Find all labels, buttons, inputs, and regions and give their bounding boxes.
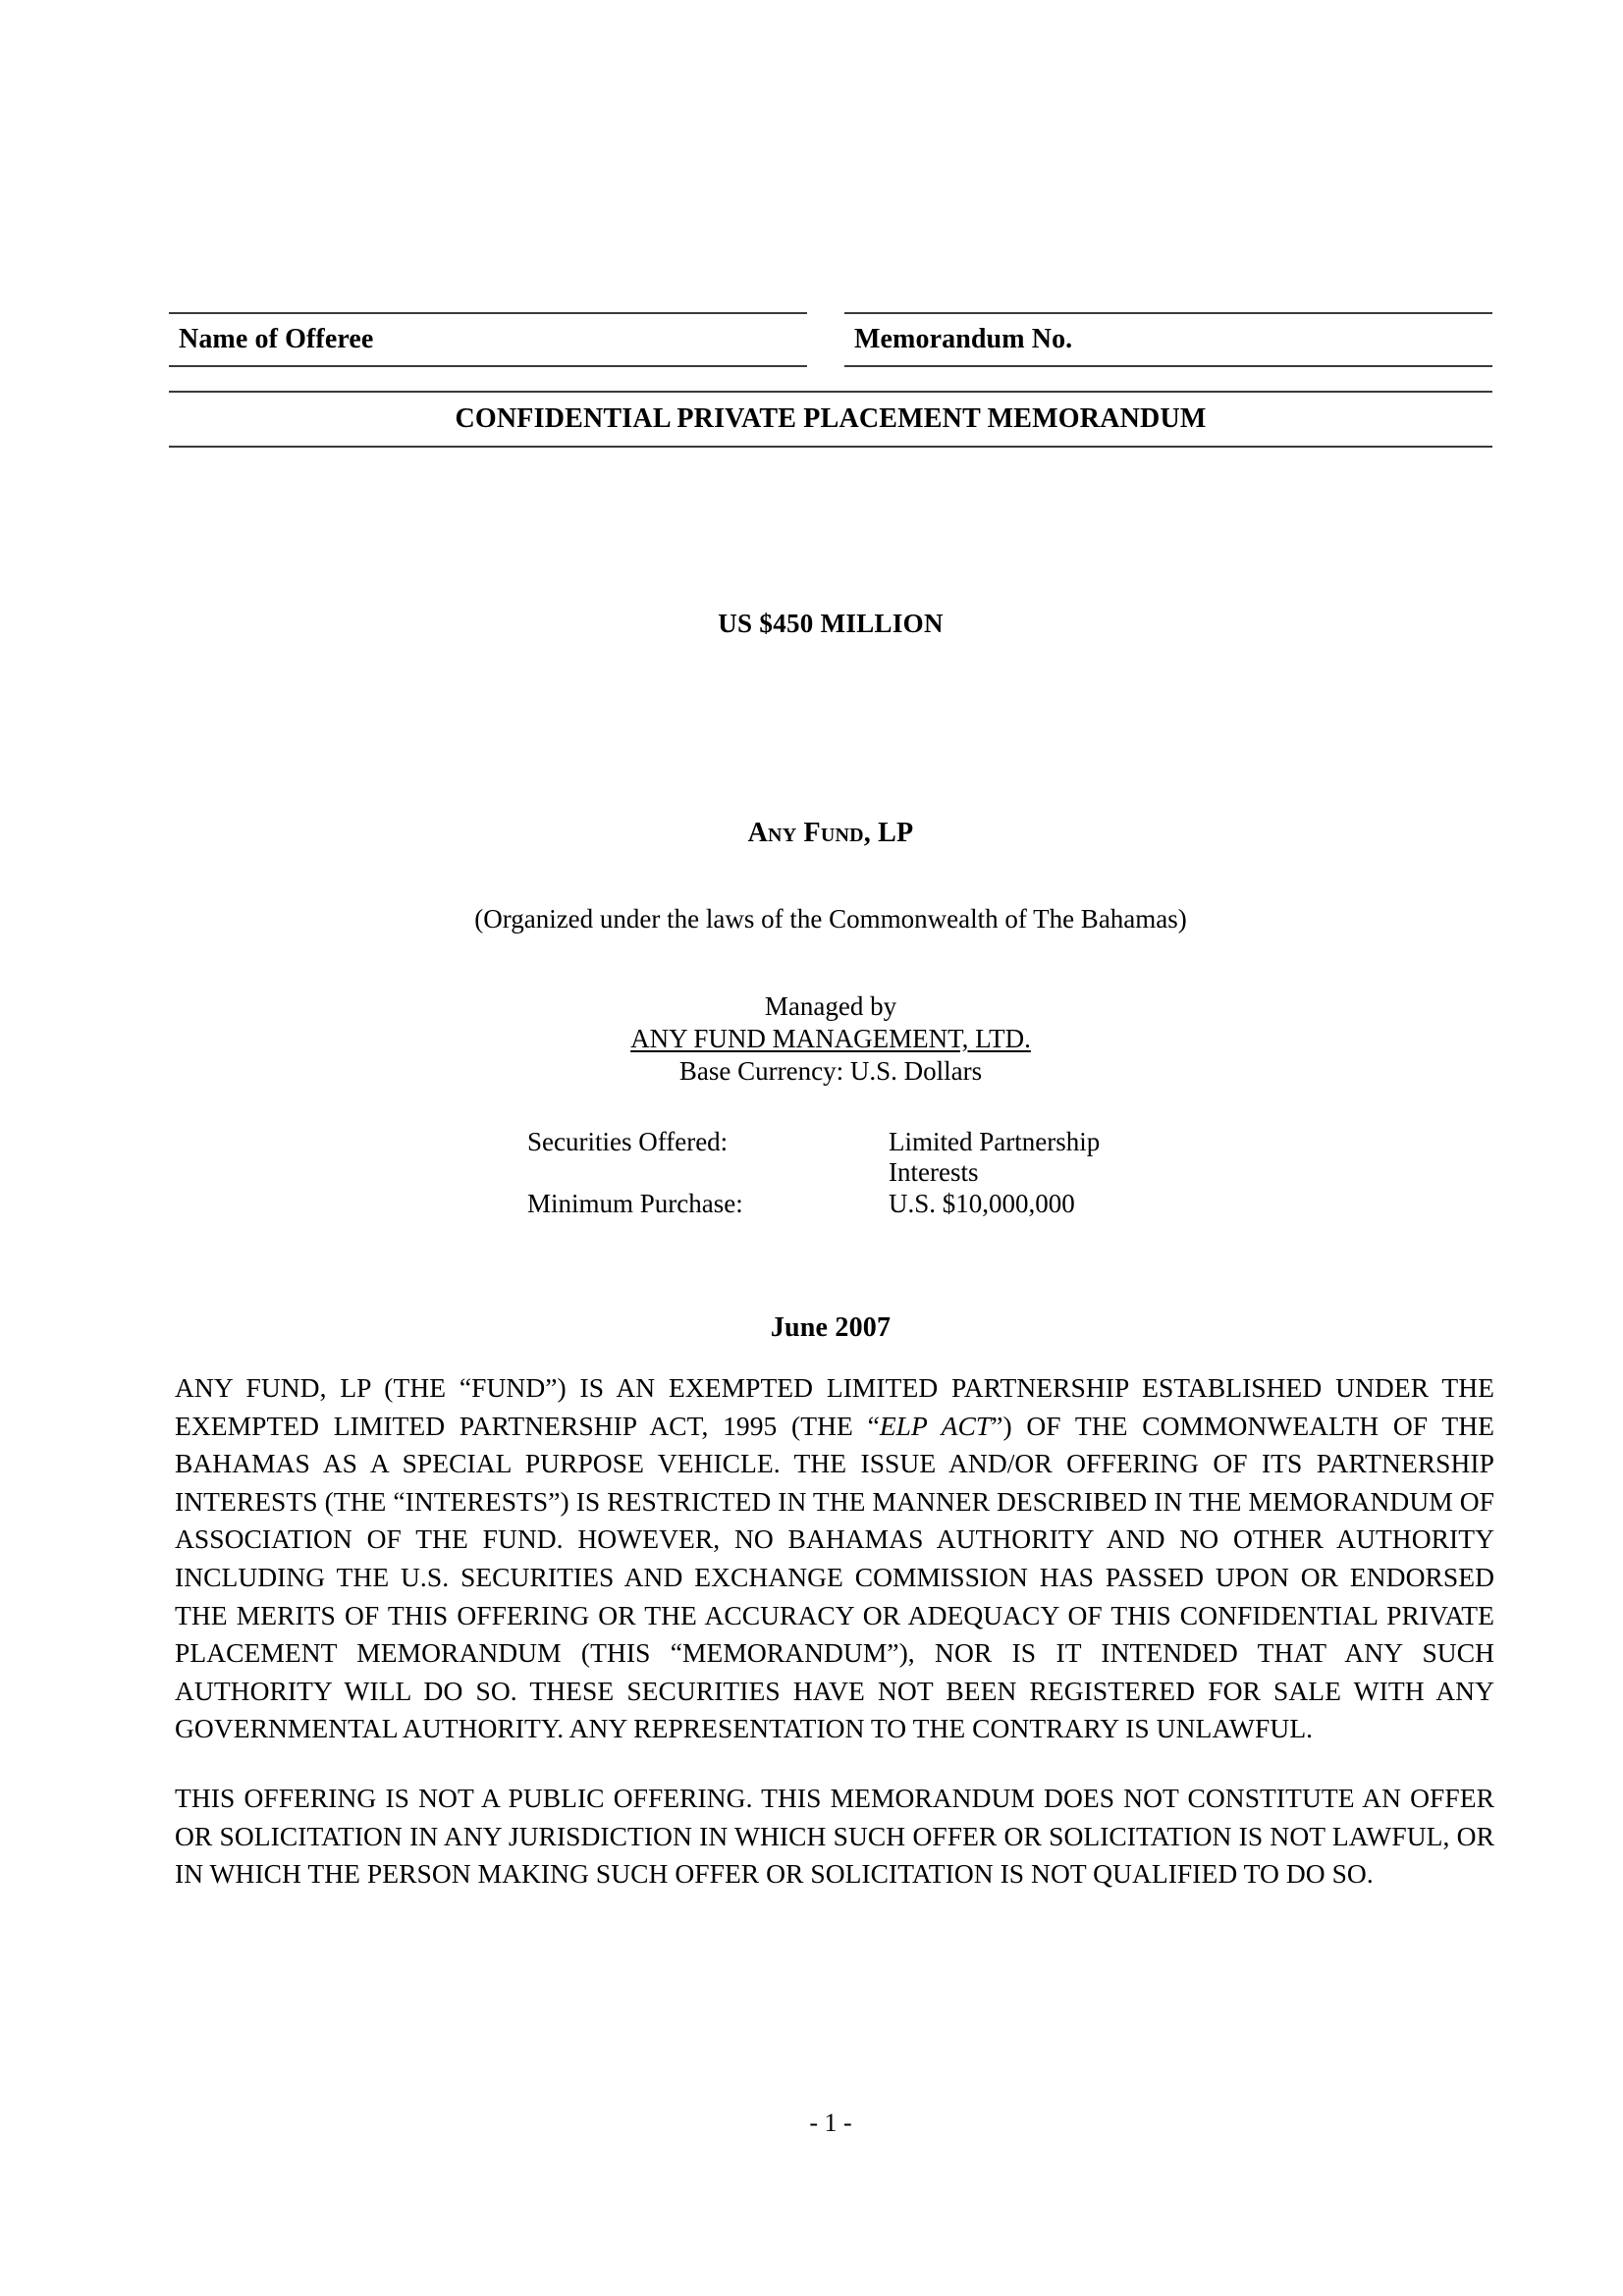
jurisdiction-line: (Organized under the laws of the Commonwealth of The Bahamas) [474, 904, 1187, 934]
securities-offered-value: Limited Partnership [889, 1127, 1101, 1156]
disclaimer-paragraph-1 [175, 1369, 1494, 1748]
document-date: June 2007 [770, 1312, 892, 1343]
managed-by-label: Managed by [764, 991, 897, 1021]
offering-amount: US $450 MILLION [718, 609, 944, 638]
minimum-purchase-value: U.S. $10,000,000 [889, 1189, 1075, 1218]
offering-terms-block [527, 1127, 1215, 1219]
terms-row [527, 1127, 1215, 1157]
securities-offered-value-cont: Interests [889, 1157, 979, 1187]
disclaimer-p1-segment-2: ”) OF THE COMMONWEALTH OF THE BAHAMAS AS A SPECIAL PURPOSE VEHICLE. THE ISSUE AND/OR OFFERING OF ITS PARTNERSHIP INTERESTS (THE “INTERESTS”) IS RESTRICTED IN THE MANNER DESCRIBED IN THE MEMORANDUM OF ASSOCIATION OF THE FUND. HOWEVER, NO BAHAMAS AUTHORITY AND NO OTHER AUTHORITY INCLUDING THE U.S. SECURITIES AND EXCHANGE COMMISSION HAS PASSED UPON OR ENDORSED THE MERITS OF THIS OFFERING OR THE ACCURACY OR ADEQUACY OF THIS CONFIDENTIAL PRIVATE PLACEMENT MEMORANDUM (THIS “MEMORANDUM”), NOR IS IT INTENDED THAT ANY SUCH AUTHORITY WILL DO SO. THESE SECURITIES HAVE NOT BEEN REGISTERED FOR SALE WITH ANY GOVERNMENTAL AUTHORITY. ANY REPRESENTATION TO THE CONTRARY IS UNLAWFUL. [175, 1410, 1494, 1744]
name-of-offeree-label: Name of Offeree [179, 324, 374, 354]
terms-row [527, 1189, 1215, 1219]
manager-name [169, 1024, 1492, 1054]
page-title: CONFIDENTIAL PRIVATE PLACEMENT MEMORANDUM [455, 403, 1207, 434]
name-of-offeree-field[interactable] [169, 312, 807, 367]
header-fields-row [169, 312, 1492, 367]
elp-act-italic: ELP ACT [879, 1410, 992, 1441]
memorandum-no-field[interactable] [844, 312, 1492, 367]
memorandum-no-label: Memorandum No. [854, 324, 1073, 354]
securities-offered-label: Securities Offered: [527, 1127, 729, 1156]
cover-block [169, 589, 1492, 1087]
page-number: - 1 - [809, 2109, 852, 2137]
document-title-row [169, 391, 1492, 448]
base-currency-line: Base Currency: U.S. Dollars [678, 1056, 983, 1086]
disclaimer-p1-segment-1: ANY FUND, LP (THE “FUND”) IS AN EXEMPTED LIMITED PARTNERSHIP ESTABLISHED UNDER THE EXEMPTED LIMITED PARTNERSHIP ACT, 1995 (THE “ [175, 1372, 1494, 1441]
fund-name: Any Fund, LP [747, 818, 914, 848]
disclaimer-paragraph-2: THIS OFFERING IS NOT A PUBLIC OFFERING. THIS MEMORANDUM DOES NOT CONSTITUTE AN OFFER OR SOLICITATION IN ANY JURISDICTION IN WHICH SUCH OFFER OR SOLICITATION IS NOT LAWFUL, OR IN WHICH THE PERSON MAKING SUCH OFFER OR SOLICITATION IS NOT QUALIFIED TO DO SO. [175, 1782, 1494, 1890]
header-table [169, 312, 1492, 448]
body-text [175, 1369, 1494, 1894]
terms-row [527, 1157, 1215, 1188]
manager-name-underline: ANY FUND MANAGEMENT, LTD. [630, 1024, 1031, 1053]
minimum-purchase-label: Minimum Purchase: [527, 1189, 743, 1218]
